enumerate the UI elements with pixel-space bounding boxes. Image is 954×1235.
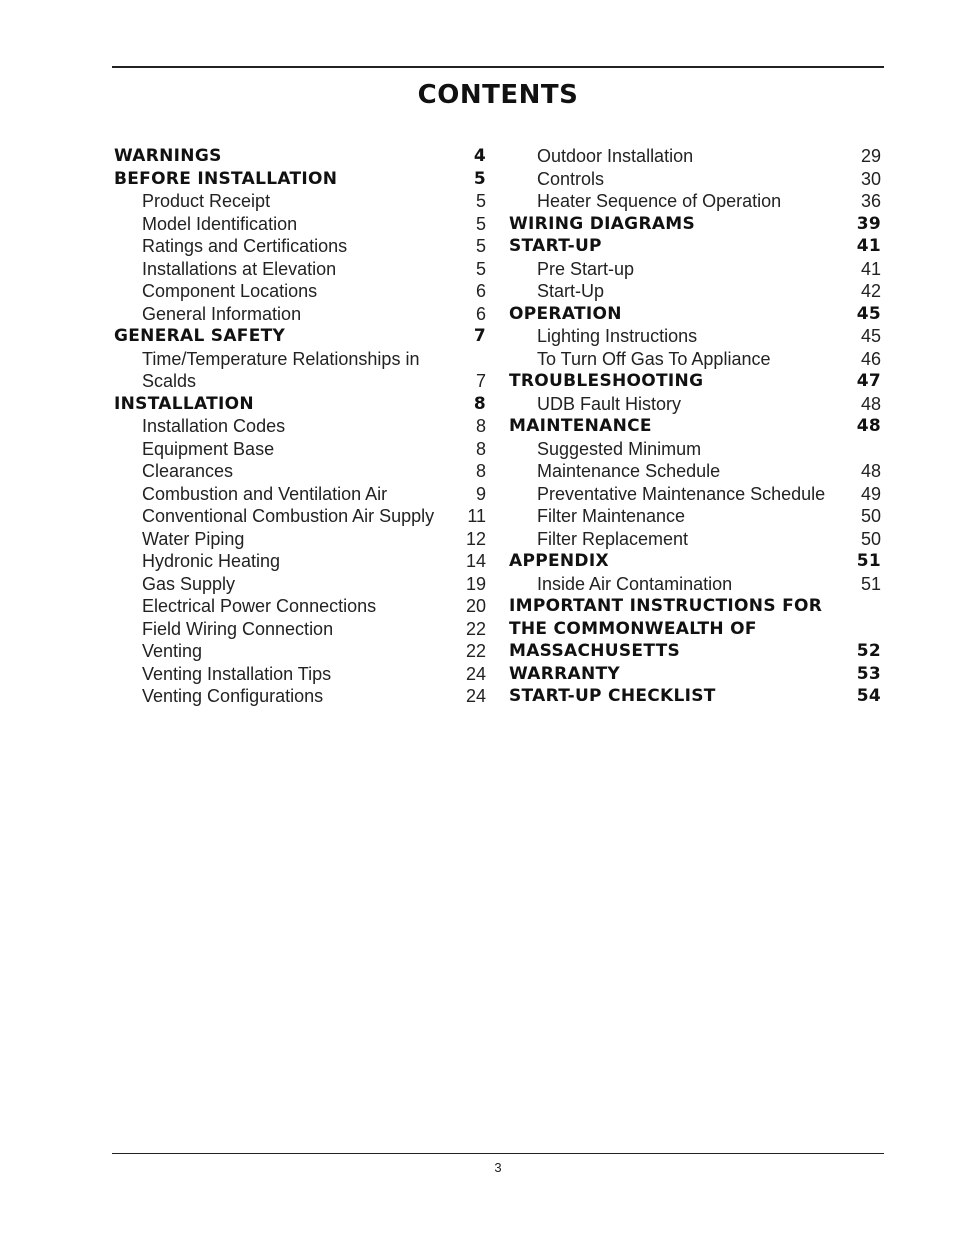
- toc-entry-label: INSTALLATION: [114, 393, 254, 414]
- toc-subsection-entry[interactable]: [114, 438, 486, 461]
- toc-entry-label: Electrical Power Connections: [142, 596, 377, 616]
- toc-entry-label: IMPORTANT INSTRUCTIONS FOR: [509, 596, 823, 616]
- toc-entry-label: Pre Start-up: [537, 258, 635, 279]
- toc-entry-label: Venting Configurations: [142, 686, 324, 706]
- toc-entry-page: 5: [475, 213, 486, 234]
- toc-section-entry[interactable]: [509, 415, 881, 438]
- toc-entry-label: Water Piping: [142, 528, 245, 549]
- toc-entry-page: 11: [467, 506, 486, 526]
- toc-entry-label: Heater Sequence of Operation: [537, 191, 782, 211]
- toc-entry-label: Model Identification: [142, 213, 298, 234]
- toc-entry-label: TROUBLESHOOTING: [509, 371, 704, 391]
- toc-entry-page: 30: [860, 168, 881, 189]
- header-rule: [112, 66, 884, 68]
- toc-entry-label: Product Receipt: [142, 191, 271, 211]
- toc-entry-page: 42: [860, 281, 881, 301]
- toc-entry-label: Clearances: [142, 461, 234, 481]
- toc-subsection-entry[interactable]: [509, 348, 881, 371]
- toc-entry-page: 41: [860, 258, 881, 279]
- toc-entry-label: Preventative Maintenance Schedule: [537, 483, 826, 504]
- toc-entry-label: Venting: [142, 641, 203, 661]
- toc-entry-page: 20: [465, 596, 486, 616]
- toc-entry-page: 50: [860, 506, 881, 526]
- toc-entry-label: Controls: [537, 168, 605, 189]
- toc-entry-label: Time/Temperature Relationships in: [142, 348, 420, 369]
- toc-entry-label: Equipment Base: [142, 438, 275, 459]
- toc-entry-page: 29: [860, 146, 881, 166]
- toc-subsection-entry[interactable]: [114, 213, 486, 236]
- toc-entry-page: 45: [860, 326, 881, 346]
- toc-entry-label: BEFORE INSTALLATION: [114, 168, 338, 189]
- toc-entry-label: To Turn Off Gas To Appliance: [537, 348, 771, 369]
- toc-entry-page: 6: [475, 303, 486, 324]
- toc-left-column: [114, 145, 486, 708]
- toc-entry-label: WIRING DIAGRAMS: [509, 213, 696, 234]
- toc-entry-label: THE COMMONWEALTH OF: [509, 618, 757, 639]
- toc-entry-page: 8: [475, 438, 486, 459]
- toc-entry-label: Outdoor Installation: [537, 146, 694, 166]
- toc-subsection-entry[interactable]: [114, 483, 486, 506]
- toc-subsection-entry[interactable]: [509, 258, 881, 281]
- toc-entry-page: 7: [475, 371, 486, 391]
- toc-entry-page: 12: [465, 528, 486, 549]
- toc-entry-page: 8: [475, 416, 486, 436]
- toc-entry-page: 5: [473, 168, 486, 189]
- toc-entry-label: Combustion and Ventilation Air: [142, 483, 388, 504]
- toc-section-entry[interactable]: [509, 235, 881, 258]
- toc-entry-page: 48: [860, 393, 881, 414]
- toc-entry-label: Field Wiring Connection: [142, 618, 334, 639]
- toc-entry-label: Lighting Instructions: [537, 326, 698, 346]
- toc-entry-page: 5: [475, 258, 486, 279]
- toc-entry-page: 41: [856, 236, 881, 256]
- toc-entry-label: Filter Maintenance: [537, 506, 686, 526]
- toc-entry-page: 51: [856, 551, 881, 571]
- toc-entry-label: WARNINGS: [114, 146, 222, 166]
- toc-entry-page: 49: [860, 483, 881, 504]
- toc-right-column: [509, 145, 881, 708]
- toc-section-entry[interactable]: [114, 145, 486, 168]
- toc-section-entry[interactable]: [114, 168, 486, 191]
- toc-subsection-entry[interactable]: [114, 235, 486, 258]
- toc-subsection-entry[interactable]: [114, 640, 486, 663]
- toc-entry-page: 53: [856, 663, 881, 684]
- toc-entry-label: WARRANTY: [509, 663, 621, 684]
- toc-entry-label: Hydronic Heating: [142, 551, 281, 571]
- toc-entry-label: MASSACHUSETTS: [509, 641, 681, 661]
- toc-entry-page: 47: [856, 371, 881, 391]
- toc-entry-label: Suggested Minimum: [537, 438, 702, 459]
- toc-subsection-entry[interactable]: [114, 663, 486, 686]
- toc-entry-label: Start-Up: [537, 281, 605, 301]
- toc-entry-label: OPERATION: [509, 303, 622, 324]
- toc-subsection-entry[interactable]: [509, 168, 881, 191]
- toc-entry-page: 14: [465, 551, 486, 571]
- toc-subsection-entry[interactable]: [114, 618, 486, 641]
- toc-entry-page: 6: [475, 281, 486, 301]
- toc-entry-page: 4: [473, 146, 486, 166]
- toc-section-entry[interactable]: [509, 595, 881, 618]
- toc-entry-label: MAINTENANCE: [509, 416, 652, 436]
- toc-entry-label: Component Locations: [142, 281, 318, 301]
- toc-entry-label: Scalds: [142, 371, 197, 391]
- toc-section-entry[interactable]: [509, 303, 881, 326]
- toc-entry-page: 19: [465, 573, 486, 594]
- toc-subsection-entry[interactable]: [114, 595, 486, 618]
- toc-subsection-entry[interactable]: [509, 483, 881, 506]
- toc-subsection-entry[interactable]: [114, 550, 486, 573]
- toc-section-entry[interactable]: [509, 685, 881, 708]
- toc-subsection-entry[interactable]: [509, 438, 881, 461]
- toc-subsection-entry[interactable]: [114, 685, 486, 708]
- toc-entry-label: UDB Fault History: [537, 393, 682, 414]
- toc-entry-page: 51: [860, 573, 881, 594]
- toc-entry-label: Ratings and Certifications: [142, 236, 348, 256]
- toc-entry-page: 50: [860, 528, 881, 549]
- toc-entry-page: 5: [475, 191, 486, 211]
- toc-subsection-entry[interactable]: [114, 303, 486, 326]
- toc-entry-page: 46: [860, 348, 881, 369]
- toc-entry-page: 54: [856, 686, 881, 706]
- toc-subsection-entry[interactable]: [509, 393, 881, 416]
- toc-entry-page: 8: [473, 393, 486, 414]
- toc-section-entry[interactable]: [114, 393, 486, 416]
- toc-entry-page: 5: [475, 236, 486, 256]
- toc-entry-page: 22: [465, 641, 486, 661]
- toc-subsection-entry[interactable]: [509, 145, 881, 168]
- toc-entry-page: 52: [856, 641, 881, 661]
- toc-entry-label: Gas Supply: [142, 573, 236, 594]
- toc-subsection-entry[interactable]: [509, 505, 881, 528]
- toc-subsection-entry[interactable]: [114, 370, 486, 393]
- toc-entry-label: START-UP: [509, 236, 602, 256]
- toc-subsection-entry[interactable]: [114, 415, 486, 438]
- toc-entry-page: 8: [475, 461, 486, 481]
- toc-section-entry[interactable]: [509, 213, 881, 236]
- toc-subsection-entry[interactable]: [509, 325, 881, 348]
- toc-section-entry[interactable]: [509, 618, 881, 641]
- toc-entry-page: 39: [856, 213, 881, 234]
- toc-entry-label: Venting Installation Tips: [142, 663, 332, 684]
- toc-entry-page: 48: [856, 416, 881, 436]
- toc-subsection-entry[interactable]: [509, 190, 881, 213]
- toc-subsection-entry[interactable]: [509, 528, 881, 551]
- toc-entry-label: Maintenance Schedule: [537, 461, 721, 481]
- toc-subsection-entry[interactable]: [114, 280, 486, 303]
- toc-subsection-entry[interactable]: [114, 258, 486, 281]
- toc-subsection-entry[interactable]: [114, 573, 486, 596]
- toc-subsection-entry[interactable]: [114, 528, 486, 551]
- toc-entry-page: 24: [465, 686, 486, 706]
- toc-entry-page: 9: [475, 483, 486, 504]
- toc-subsection-entry[interactable]: [114, 505, 486, 528]
- toc-section-entry[interactable]: [509, 370, 881, 393]
- page-number: 3: [494, 1160, 502, 1175]
- toc-entry-label: Conventional Combustion Air Supply: [142, 506, 435, 526]
- toc-section-entry[interactable]: [509, 550, 881, 573]
- toc-entry-label: Filter Replacement: [537, 528, 689, 549]
- toc-entry-label: GENERAL SAFETY: [114, 326, 286, 346]
- toc-subsection-entry[interactable]: [114, 460, 486, 483]
- toc-entry-page: 22: [465, 618, 486, 639]
- toc-entry-label: Inside Air Contamination: [537, 573, 733, 594]
- toc-entry-page: 45: [856, 303, 881, 324]
- toc-entry-label: APPENDIX: [509, 551, 609, 571]
- toc-subsection-entry[interactable]: [509, 460, 881, 483]
- toc-subsection-entry[interactable]: [114, 348, 486, 371]
- page-title: CONTENTS: [417, 80, 579, 110]
- footer-rule: [112, 1153, 884, 1154]
- toc-section-entry[interactable]: [114, 325, 486, 348]
- toc-subsection-entry[interactable]: [509, 573, 881, 596]
- toc-entry-label: Installations at Elevation: [142, 258, 337, 279]
- toc-entry-page: 7: [473, 326, 486, 346]
- toc-entry-page: 36: [860, 191, 881, 211]
- toc-entry-page: 48: [860, 461, 881, 481]
- toc-entry-label: General Information: [142, 303, 302, 324]
- toc-entry-page: 24: [465, 663, 486, 684]
- toc-section-entry[interactable]: [509, 640, 881, 663]
- toc-subsection-entry[interactable]: [509, 280, 881, 303]
- toc-section-entry[interactable]: [509, 663, 881, 686]
- toc-subsection-entry[interactable]: [114, 190, 486, 213]
- toc-entry-label: Installation Codes: [142, 416, 286, 436]
- toc-entry-label: START-UP CHECKLIST: [509, 686, 716, 706]
